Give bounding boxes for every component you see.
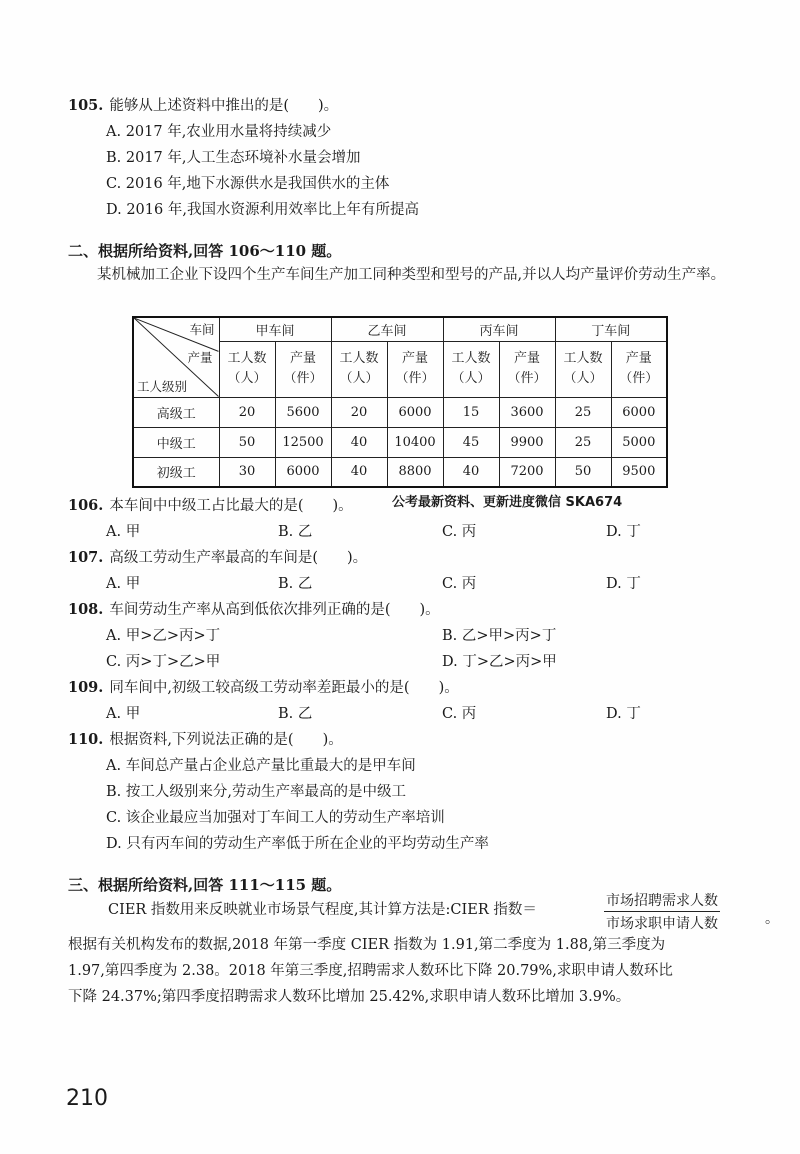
subheader-workers: 工人数 （人） [219,341,275,397]
table-row [133,427,667,457]
workshop-data-table [132,316,668,488]
table-cell: 5000 [611,427,667,457]
q110-option-d: D. 只有丙车间的劳动生产率低于所在企业的平均劳动生产率 [106,836,489,852]
section-2-intro [68,262,758,288]
q110-option-a: A. 车间总产量占企业总产量比重最大的是甲车间 [106,758,416,774]
question-107: 107. 高级工劳动生产率最高的车间是( )。 [68,549,368,566]
q106-option-c: C. 丙 [442,524,477,540]
table-cell: 45 [443,427,499,457]
corner-label-level: 工人级别 [137,378,188,394]
table-cell: 25 [555,397,611,427]
table-cell: 30 [219,457,275,487]
q107-option-d: D. 丁 [606,576,641,592]
section-2-intro-text: 某机械加工企业下设四个生产车间生产加工同种类型和型号的产品,并以人均产量评价劳动生产率。 [97,267,726,283]
row-label: 初级工 [133,457,219,487]
workshop-header-jia: 甲车间 [219,317,331,341]
table-cell: 50 [555,457,611,487]
workshop-header-yi: 乙车间 [331,317,443,341]
q105-option-b: B. 2017 年,人工生态环境补水量会增加 [106,150,361,166]
table-cell: 40 [331,427,387,457]
table-cell: 12500 [275,427,331,457]
q107-option-b: B. 乙 [278,576,313,592]
subheader-workers: 工人数 （人） [331,341,387,397]
q108-option-d: D. 丁>乙>丙>甲 [442,654,557,670]
question-stem: 能够从上述资料中推出的是( )。 [109,98,339,114]
subheader-output: 产量 （件） [275,341,331,397]
table-cell: 15 [443,397,499,427]
paragraph-line: 根据有关机构发布的数据,2018 年第一季度 CIER 指数为 1.91,第二季度为 1.88,第三季度为 [68,937,666,953]
table-corner-header [133,317,219,397]
question-105 [68,94,338,115]
question-110: 110. 根据资料,下列说法正确的是( )。 [68,731,343,748]
table-cell: 8800 [387,457,443,487]
table-cell: 6000 [275,457,331,487]
subheader-output: 产量 （件） [611,341,667,397]
q108-option-a: A. 甲>乙>丙>丁 [106,628,221,644]
section-3-paragraph [68,932,758,1010]
table-cell: 50 [219,427,275,457]
row-label: 高级工 [133,397,219,427]
table-cell: 25 [555,427,611,457]
q109-option-b: B. 乙 [278,706,313,722]
fraction-denominator: 市场求职申请人数 [606,916,718,932]
table-cell: 6000 [611,397,667,427]
section-2-title: 二、根据所给资料,回答 106～110 题。 [68,242,342,260]
question-number: 105. [68,97,104,114]
subheader-workers: 工人数 （人） [443,341,499,397]
table-cell: 20 [331,397,387,427]
table-row [133,397,667,427]
table-cell: 10400 [387,427,443,457]
table-cell: 9900 [499,427,555,457]
cier-fraction [604,890,720,933]
watermark-text: 公考最新资料、更新进度微信 SKA674 [392,495,623,510]
question-109: 109. 同车间中,初级工较高级工劳动率差距最小的是( )。 [68,679,459,696]
question-106: 106. 本车间中中级工占比最大的是( )。 [68,497,353,514]
q108-option-c: C. 丙>丁>乙>甲 [106,654,221,670]
q108-option-b: B. 乙>甲>丙>丁 [442,628,557,644]
row-label: 中级工 [133,427,219,457]
fraction-numerator: 市场招聘需求人数 [604,890,720,912]
table-cell: 7200 [499,457,555,487]
q109-option-a: A. 甲 [106,706,141,722]
table-cell: 9500 [611,457,667,487]
question-108: 108. 车间劳动生产率从高到低依次排列正确的是( )。 [68,601,440,618]
q105-option-d: D. 2016 年,我国水资源利用效率比上年有所提高 [106,202,419,218]
q109-option-c: C. 丙 [442,706,477,722]
subheader-workers: 工人数 （人） [555,341,611,397]
fraction-end-mark: 。 [765,911,779,927]
section-3-title: 三、根据所给资料,回答 111～115 题。 [68,876,342,894]
workshop-header-bing: 丙车间 [443,317,555,341]
table-cell: 40 [331,457,387,487]
q107-option-a: A. 甲 [106,576,141,592]
q107-option-c: C. 丙 [442,576,477,592]
q105-option-a: A. 2017 年,农业用水量将持续减少 [106,124,332,140]
q109-option-d: D. 丁 [606,706,641,722]
corner-label-output: 产量 [187,350,213,365]
table-cell: 40 [443,457,499,487]
paragraph-line: 下降 24.37%;第四季度招聘需求人数环比增加 25.42%,求职申请人数环比增加 3.9%。 [68,989,631,1005]
q106-option-a: A. 甲 [106,524,141,540]
q105-option-c: C. 2016 年,地下水源供水是我国供水的主体 [106,176,390,192]
q106-option-d: D. 丁 [606,524,641,540]
q110-option-c: C. 该企业最应当加强对丁车间工人的劳动生产率培训 [106,810,445,826]
subheader-output: 产量 （件） [499,341,555,397]
table-cell: 6000 [387,397,443,427]
table-cell: 5600 [275,397,331,427]
paragraph-line: 1.97,第四季度为 2.38。2018 年第三季度,招聘需求人数环比下降 20.79%,求职申请人数环比 [68,963,673,979]
page-number: 210 [66,1086,108,1111]
table-cell: 3600 [499,397,555,427]
q106-option-b: B. 乙 [278,524,313,540]
q110-option-b: B. 按工人级别来分,劳动生产率最高的是中级工 [106,784,406,800]
workshop-header-ding: 丁车间 [555,317,667,341]
cier-formula-text: CIER 指数用来反映就业市场景气程度,其计算方法是:CIER 指数＝ [108,902,537,918]
table-cell: 20 [219,397,275,427]
table-row [133,457,667,487]
subheader-output: 产量 （件） [387,341,443,397]
corner-label-workshop: 车间 [189,322,215,337]
